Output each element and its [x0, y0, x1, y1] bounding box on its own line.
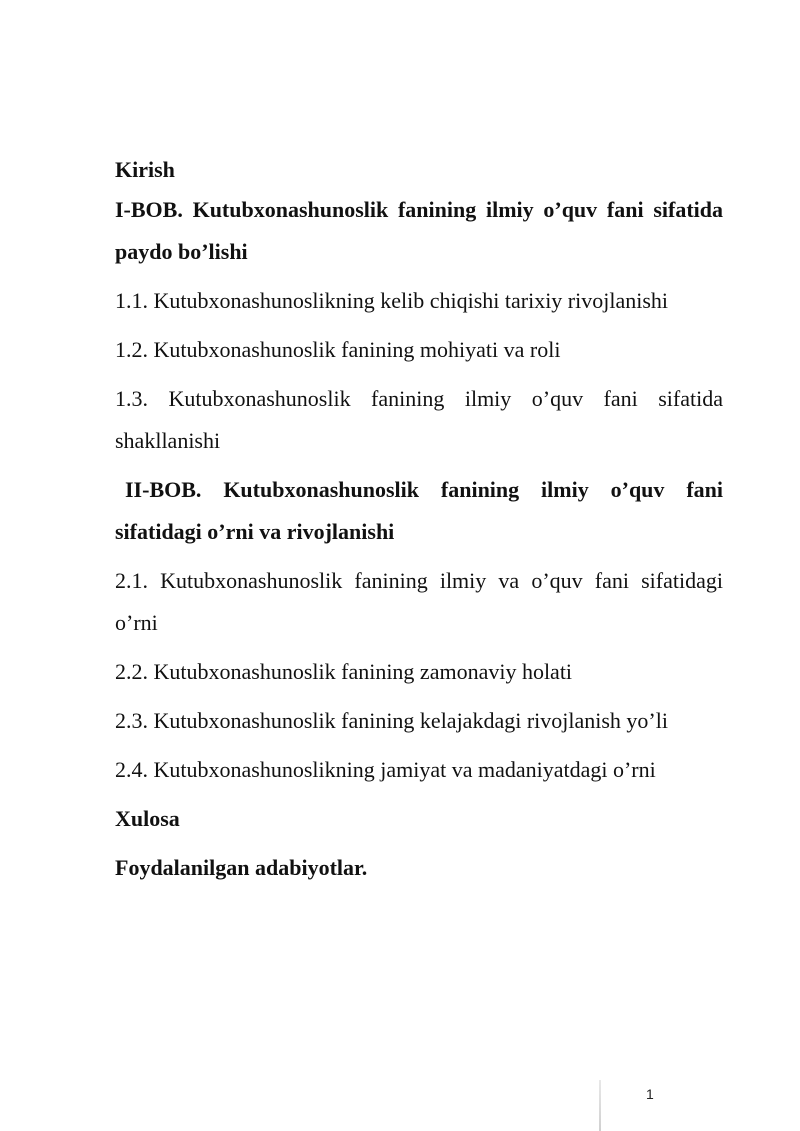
table-of-contents [115, 151, 723, 889]
toc-item-1-1: 1.1. Kutubxonashunoslikning kelib chiqishi tarixiy rivojlanishi [115, 288, 669, 313]
toc-item-1-2: 1.2. Kutubxonashunoslik fanining mohiyati va roli [115, 337, 561, 362]
page-number: 1 [646, 1086, 654, 1102]
toc-heading-kirish: Kirish [115, 157, 175, 182]
toc-heading-adabiyotlar: Foydalanilgan adabiyotlar. [115, 855, 368, 880]
footer-divider [599, 1080, 601, 1131]
toc-item-2-3: 2.3. Kutubxonashunoslik fanining kelajakdagi rivojlanish yo’li [115, 708, 668, 733]
toc-item-1-3: 1.3. Kutubxonashunoslik fanining ilmiy o’quv fani sifatida shakllanishi [115, 386, 723, 453]
toc-chapter-1-title: I-BOB. Kutubxonashunoslik fanining ilmiy o’quv fani sifatida paydo bo’lishi [115, 197, 723, 264]
toc-item-2-1: 2.1. Kutubxonashunoslik fanining ilmiy va o’quv fani sifatidagi o’rni [115, 568, 723, 635]
toc-chapter-2-title: II-BOB. Kutubxonashunoslik fanining ilmiy o’quv fani sifatidagi o’rni va rivojlanishi [115, 477, 723, 544]
toc-heading-xulosa: Xulosa [115, 806, 180, 831]
toc-item-2-4: 2.4. Kutubxonashunoslikning jamiyat va madaniyatdagi o’rni [115, 757, 656, 782]
toc-item-2-2: 2.2. Kutubxonashunoslik fanining zamonaviy holati [115, 659, 573, 684]
